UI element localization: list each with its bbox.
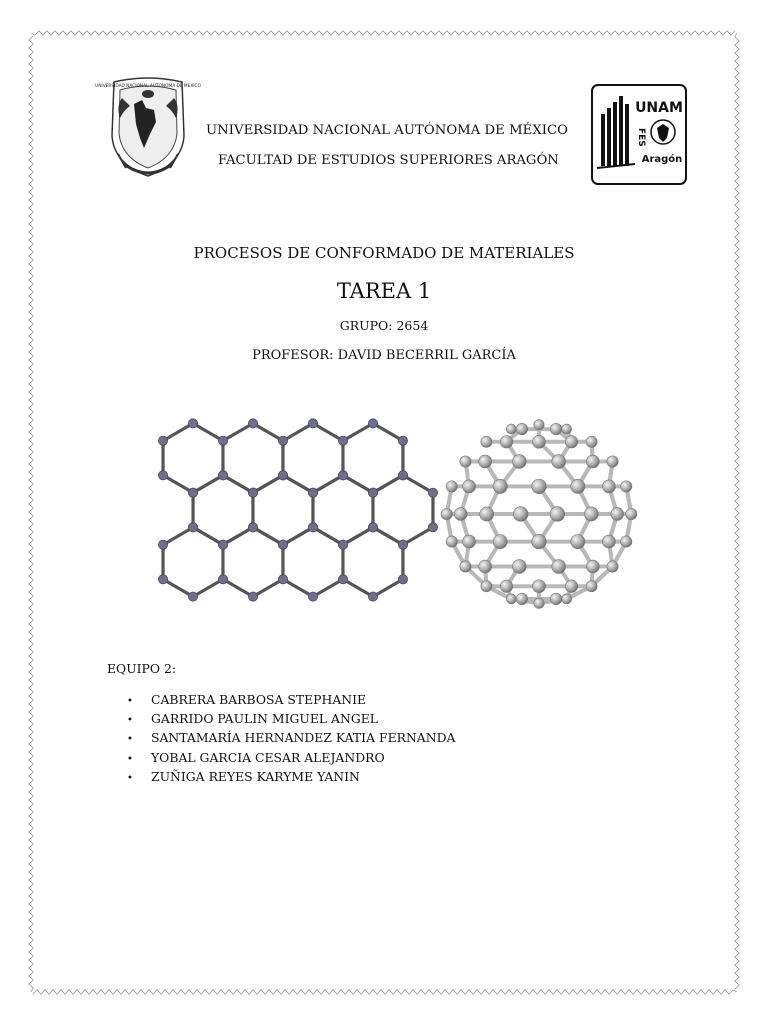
fullerene-atom [586, 436, 597, 447]
lattice-atom [278, 575, 287, 584]
course-name: PROCESOS DE CONFORMADO DE MATERIALES [193, 244, 575, 262]
lattice-bond [343, 579, 373, 596]
lattice-bond [193, 579, 223, 596]
fullerene-atom [493, 479, 507, 493]
lattice-atom [158, 471, 167, 480]
lattice-atom [368, 419, 377, 428]
lattice-bond [343, 475, 373, 492]
border-edge [29, 36, 33, 992]
lattice-atom [218, 540, 227, 549]
fullerene-atom [506, 594, 516, 604]
fullerene-atom [533, 435, 546, 448]
bullet-icon: • [127, 772, 133, 784]
lattice-bond [343, 423, 373, 440]
fullerene-atom [500, 580, 513, 593]
fullerene-atom [562, 594, 572, 604]
lattice-atom [248, 488, 257, 497]
lattice-atom [158, 540, 167, 549]
list-item [127, 690, 455, 709]
fullerene-atom [571, 479, 585, 493]
lattice-bond [163, 423, 193, 440]
lattice-bond [163, 475, 193, 492]
bullet-icon: • [127, 753, 133, 765]
unam-seal-logo [95, 76, 201, 180]
fullerene-atom [463, 480, 476, 493]
fullerene-atom [550, 507, 565, 522]
list-item [127, 767, 455, 786]
lattice-bond [253, 423, 283, 440]
lattice-bond [283, 527, 313, 544]
fullerene-atom [534, 420, 544, 430]
assignment-title: TAREA 1 [336, 279, 432, 303]
lattice-bond [283, 475, 313, 492]
fullerene-atom [463, 535, 476, 548]
fullerene-atom [602, 535, 615, 548]
lattice-bond [373, 475, 403, 492]
group-number: GRUPO: 2654 [339, 318, 429, 333]
lattice-atom [398, 540, 407, 549]
lattice-bond [193, 423, 223, 440]
lattice-atom [278, 540, 287, 549]
fullerene-atom [516, 423, 528, 435]
fullerene-atom [586, 455, 599, 468]
bullet-icon: • [127, 696, 133, 707]
lattice-atom [368, 488, 377, 497]
fullerene-atom [479, 560, 492, 573]
fullerene-atom [454, 508, 467, 521]
lattice-atom [248, 523, 257, 532]
lattice-bond [343, 527, 373, 544]
university-name: UNIVERSIDAD NACIONAL AUTÓNOMA DE MÉXICO [206, 123, 569, 138]
member-name: CABRERA BARBOSA STEPHANIE [151, 692, 367, 707]
fullerene-atom [460, 561, 471, 572]
fullerene-atom [621, 481, 632, 492]
member-name: SANTAMARÍA HERNANDEZ KATIA FERNANDA [151, 730, 456, 746]
fullerene-atom [493, 534, 507, 548]
lattice-bond [313, 579, 343, 596]
lattice-bond [193, 475, 223, 492]
fullerene-atom [565, 436, 578, 449]
fullerene-atom [571, 534, 585, 548]
fullerene-atom [480, 507, 494, 521]
bullet-icon: • [127, 734, 133, 746]
fullerene-atom [479, 455, 492, 468]
lattice-bond [313, 475, 343, 492]
lattice-bond [223, 579, 253, 596]
fullerene-atom [460, 456, 471, 467]
lattice-bond [193, 527, 223, 544]
fullerene-atom [584, 507, 598, 521]
lattice-bond [163, 527, 193, 544]
lattice-bond [313, 527, 343, 544]
list-item [127, 709, 455, 728]
lattice-bond [223, 475, 253, 492]
lattice-atom [218, 471, 227, 480]
lattice-atom [278, 471, 287, 480]
fullerene-atom [446, 481, 457, 492]
lattice-bond [373, 579, 403, 596]
fullerene-atom [552, 455, 566, 469]
team-member-list [127, 690, 455, 786]
fullerene-atom [512, 455, 526, 469]
fullerene-atom [481, 436, 492, 447]
lattice-atom [368, 523, 377, 532]
lattice-atom [218, 575, 227, 584]
logo-fes: FES [636, 128, 646, 147]
lattice-atom [338, 575, 347, 584]
logo-campus: Aragón [641, 154, 683, 165]
fullerene-atom [607, 456, 618, 467]
fullerene-atom [550, 593, 562, 605]
lattice-atom [248, 419, 257, 428]
lattice-atom [218, 436, 227, 445]
fullerene-atom [481, 581, 492, 592]
lattice-bond [223, 527, 253, 544]
fullerene-atom [446, 536, 457, 547]
fullerene-ball-icon [432, 412, 646, 616]
logo-acronym: UNAM [635, 100, 683, 116]
seal-lettering: UNIVERSIDAD NACIONAL AUTONOMA DE MEXICO [95, 84, 201, 89]
lattice-atom [158, 436, 167, 445]
lattice-bond [283, 579, 313, 596]
lattice-atom [398, 575, 407, 584]
fullerene-atom [621, 536, 632, 547]
professor-name: PROFESOR: DAVID BECERRIL GARCÍA [252, 348, 516, 363]
lattice-atom [338, 471, 347, 480]
lattice-atom [308, 592, 317, 601]
fullerene-atom [607, 561, 618, 572]
fullerene-atom [441, 508, 452, 519]
lattice-atom [158, 575, 167, 584]
bullet-icon: • [127, 715, 133, 727]
lattice-atom [368, 592, 377, 601]
fullerene-atom [586, 560, 599, 573]
fullerene-atom [552, 560, 566, 574]
lattice-atom [398, 436, 407, 445]
lattice-bond [373, 423, 403, 440]
list-item [127, 748, 455, 767]
lattice-atom [248, 592, 257, 601]
fullerene-atom [626, 508, 637, 519]
fullerene-atom [586, 581, 597, 592]
fullerene-atom [506, 424, 516, 434]
lattice-atom [308, 523, 317, 532]
fullerene-atom [565, 580, 578, 593]
lattice-bond [373, 527, 403, 544]
lattice-bond [253, 527, 283, 544]
fullerene-atom [532, 479, 547, 494]
fullerene-atom [562, 424, 572, 434]
member-name: YOBAL GARCIA CESAR ALEJANDRO [151, 749, 385, 765]
lattice-atom [398, 471, 407, 480]
lattice-atom [278, 436, 287, 445]
faculty-name: FACULTAD DE ESTUDIOS SUPERIORES ARAGÓN [218, 153, 559, 168]
fullerene-atom [500, 436, 513, 449]
fullerene-atom [513, 507, 528, 522]
fullerene-atom [533, 580, 546, 593]
lattice-bond [163, 579, 193, 596]
graphene-lattice-icon [152, 412, 414, 608]
fullerene-atom [516, 593, 528, 605]
lattice-bond [253, 579, 283, 596]
lattice-bond [313, 423, 343, 440]
lattice-atom [188, 488, 197, 497]
lattice-bond [253, 475, 283, 492]
lattice-atom [188, 419, 197, 428]
fullerene-atom [602, 480, 615, 493]
border-edge [31, 31, 735, 35]
fullerene-atom [534, 598, 544, 608]
fes-aragon-logo [591, 84, 687, 185]
member-name: ZUÑIGA REYES KARYME YANIN [151, 768, 360, 784]
list-item [127, 728, 455, 747]
border-edge [33, 990, 737, 994]
lattice-atom [188, 523, 197, 532]
lattice-bond [283, 423, 313, 440]
team-label: EQUIPO 2: [107, 661, 177, 676]
lattice-atom [338, 540, 347, 549]
fullerene-atom [550, 423, 562, 435]
lattice-bond [223, 423, 253, 440]
lattice-atom [308, 488, 317, 497]
fullerene-atom [512, 560, 526, 574]
member-name: GARRIDO PAULIN MIGUEL ANGEL [151, 711, 379, 727]
border-edge [735, 33, 739, 989]
lattice-atom [188, 592, 197, 601]
fullerene-atom [532, 534, 547, 549]
lattice-atom [308, 419, 317, 428]
lattice-atom [338, 436, 347, 445]
fullerene-atom [611, 508, 624, 521]
